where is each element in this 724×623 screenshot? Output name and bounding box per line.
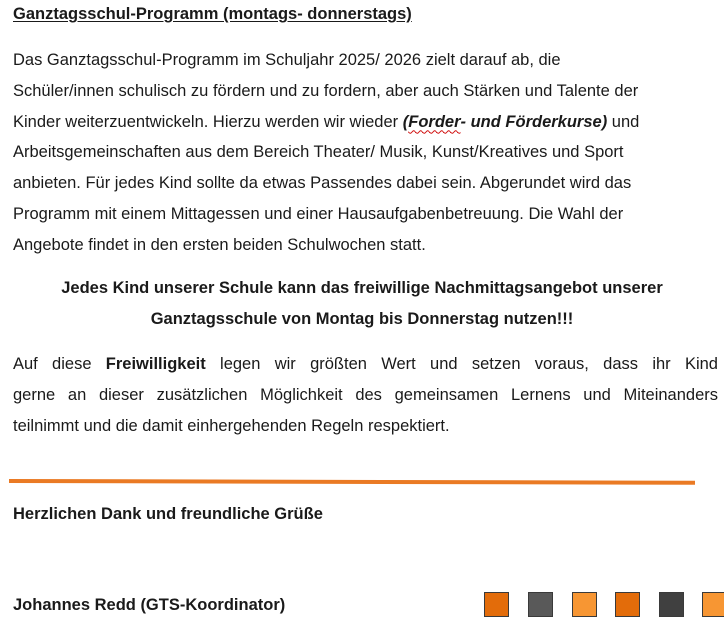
voluntariness-line-1-end: legen wir größten Wert und setzen voraus, dass ihr Kind: [205, 355, 718, 373]
spellcheck-flagged-word[interactable]: Forder: [408, 112, 461, 131]
emphasis-rest: - und Förderkurse): [460, 112, 608, 131]
voluntariness-line-1-start: Auf diese: [13, 355, 106, 373]
intro-line-3-start: Kinder weiterzuentwickeln. Hierzu werden wir wieder: [13, 112, 403, 131]
swatch-gray-1: [528, 592, 553, 617]
notice-line-1: Jedes Kind unserer Schule kann das freiwillige Nachmittagsangebot unserer: [61, 279, 663, 297]
closing-greeting: Herzlichen Dank und freundliche Grüße: [13, 505, 323, 523]
intro-paragraph: [13, 45, 718, 261]
emphasis-open-paren: (: [402, 112, 409, 131]
voluntariness-line-2: gerne an dieser zusätzlichen Möglichkeit des gemeinsamen Lernens und Miteinanders: [13, 385, 718, 404]
intro-line-7: Angebote findet in den ersten beiden Schulwochen statt.: [13, 235, 426, 254]
voluntariness-paragraph: [13, 349, 718, 441]
voluntary-notice: [0, 273, 724, 334]
swatch-dark-gray: [659, 592, 684, 617]
signature-name: Johannes Redd (GTS-Koordinator): [13, 596, 286, 614]
intro-line-6: Programm mit einem Mittagessen und einer Hausaufgabenbetreuung. Die Wahl der: [13, 204, 624, 223]
swatch-light-orange-2: [702, 592, 724, 617]
intro-line-4: Arbeitsgemeinschaften aus dem Bereich Theater/ Musik, Kunst/Kreatives und Sport: [13, 143, 624, 162]
voluntariness-line-1: [13, 349, 718, 380]
intro-line-1: Das Ganztagsschul-Programm im Schuljahr 2025/ 2026 zielt darauf ab, die: [13, 51, 561, 69]
swatch-orange-1: [484, 592, 509, 617]
intro-line-3-end: und: [607, 112, 640, 131]
intro-line-2: Schüler/innen schulisch zu fördern und zu fordern, aber auch Stärken und Talente der: [13, 81, 639, 100]
intro-line-5: anbieten. Für jedes Kind sollte da etwas Passendes dabei sein. Abgerundet wird das: [13, 174, 632, 193]
course-types-emphasis: [403, 113, 607, 131]
swatch-orange-2: [615, 592, 640, 617]
intro-line-3: [13, 107, 718, 138]
swatch-light-orange-1: [572, 592, 597, 617]
orange-divider: [9, 479, 695, 485]
notice-line-2: Ganztagsschule von Montag bis Donnerstag nutzen!!!: [150, 309, 574, 328]
document-heading: Ganztagsschul-Programm (montags- donnerstags): [13, 5, 412, 23]
voluntariness-line-3: teilnimmt und die damit einhergehenden Regeln respektiert.: [13, 416, 450, 435]
voluntariness-bold-word: Freiwilligkeit: [105, 355, 206, 373]
